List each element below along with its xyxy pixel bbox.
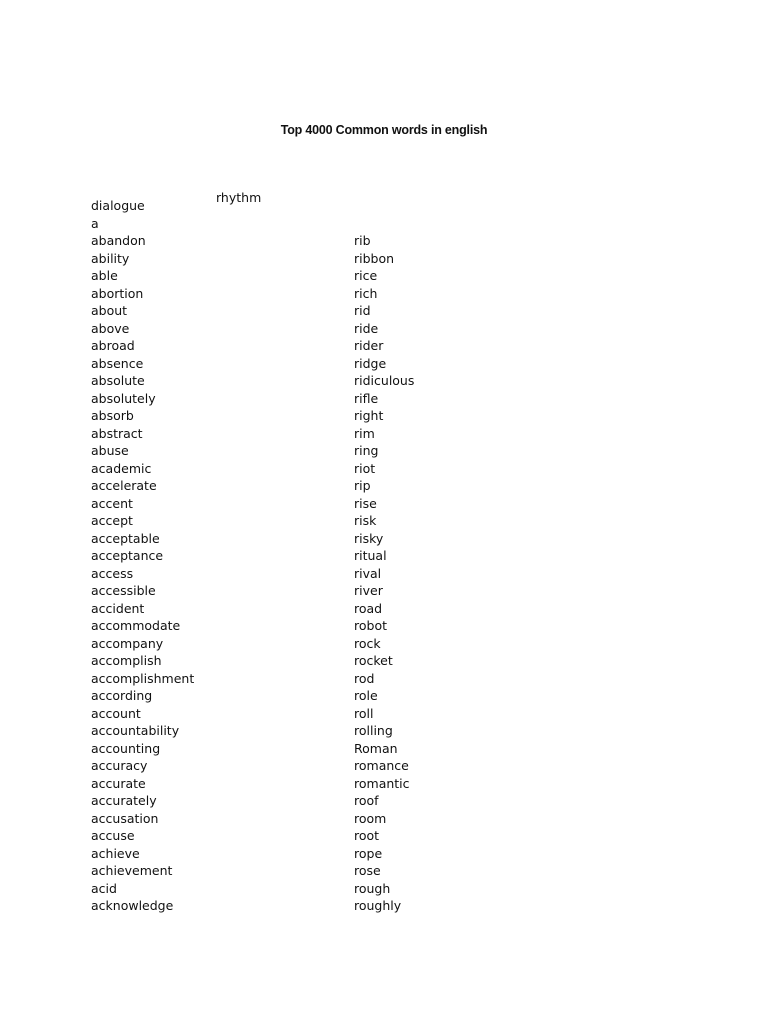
word-item: ride xyxy=(354,320,379,336)
word-item: abortion xyxy=(91,285,144,301)
word-item: ridge xyxy=(354,355,387,371)
word-item: absence xyxy=(91,355,144,371)
word-item: absolutely xyxy=(91,390,156,406)
word-item: acceptance xyxy=(91,548,164,563)
word-item: rough xyxy=(354,880,391,896)
word-item: room xyxy=(354,810,387,826)
word-item: road xyxy=(354,600,383,616)
word-item: ritual xyxy=(354,548,387,563)
word-item: above xyxy=(91,320,130,336)
word-item: ribbon xyxy=(354,250,395,266)
word-item: rice xyxy=(354,268,378,283)
word-item: right xyxy=(354,408,384,423)
word-item: romantic xyxy=(354,775,410,791)
word-item: roughly xyxy=(354,898,402,913)
word-item: about xyxy=(91,303,128,318)
word-item: abroad xyxy=(91,338,135,353)
word-item: accurately xyxy=(91,793,157,808)
word-item: rib xyxy=(354,233,371,248)
word-item: ring xyxy=(354,443,379,458)
word-item: rod xyxy=(354,670,375,686)
word-item: risk xyxy=(354,513,377,528)
word-item: root xyxy=(354,828,380,843)
word-item: rope xyxy=(354,845,383,861)
word-item: access xyxy=(91,565,134,581)
word-item: accuracy xyxy=(91,758,148,773)
word-item: achieve xyxy=(91,845,140,861)
word-item: rose xyxy=(354,863,381,878)
word-item: river xyxy=(354,583,383,598)
word-item: accomplish xyxy=(91,653,162,668)
word-item: dialogue xyxy=(91,198,145,213)
word-item: rocket xyxy=(354,653,393,668)
word-item: rich xyxy=(354,285,378,301)
word-item: accept xyxy=(91,513,133,528)
word-item: accelerate xyxy=(91,478,157,493)
document-title: Top 4000 Common words in english xyxy=(280,123,488,137)
word-item: rifle xyxy=(354,390,379,406)
word-item: ridiculous xyxy=(354,373,415,388)
word-item: accessible xyxy=(91,583,156,598)
word-item: accuse xyxy=(91,828,135,843)
word-item: accident xyxy=(91,600,145,616)
word-item: rider xyxy=(354,338,384,353)
word-item: roof xyxy=(354,793,379,808)
word-item: rival xyxy=(354,565,382,581)
word-item: rid xyxy=(354,303,371,318)
left-word-column xyxy=(91,197,194,915)
word-item: absorb xyxy=(91,408,134,423)
word-item: abstract xyxy=(91,425,143,441)
word-item: rolling xyxy=(354,723,393,738)
word-item: accomplishment xyxy=(91,670,195,686)
word-item: rise xyxy=(354,495,377,511)
word-item: acceptable xyxy=(91,530,160,546)
word-item: accountability xyxy=(91,723,180,738)
word-item: roll xyxy=(354,705,374,721)
word-item: abuse xyxy=(91,443,129,458)
word-item: accusation xyxy=(91,810,159,826)
word-item: according xyxy=(91,688,153,703)
word-item: accommodate xyxy=(91,618,181,633)
word-item: able xyxy=(91,268,118,283)
word-item: rip xyxy=(354,478,371,493)
word-item: rim xyxy=(354,425,375,441)
word-item: rock xyxy=(354,635,381,651)
word-item: abandon xyxy=(91,233,146,248)
word-item: absolute xyxy=(91,373,145,388)
word-item: academic xyxy=(91,460,152,476)
column-header-word: rhythm xyxy=(216,190,262,205)
word-item: achievement xyxy=(91,863,173,878)
word-item: a xyxy=(91,215,99,231)
word-item: ability xyxy=(91,250,130,266)
word-item: accurate xyxy=(91,775,146,791)
word-item: robot xyxy=(354,618,387,633)
word-item: accounting xyxy=(91,740,161,756)
word-item: acknowledge xyxy=(91,898,174,913)
word-item: Roman xyxy=(354,740,398,756)
word-item: risky xyxy=(354,530,384,546)
word-item: riot xyxy=(354,460,376,476)
word-item: account xyxy=(91,705,141,721)
word-item: accent xyxy=(91,495,133,511)
word-item: accompany xyxy=(91,635,164,651)
right-word-column xyxy=(354,232,414,915)
word-item: role xyxy=(354,688,378,703)
word-item: romance xyxy=(354,758,409,773)
word-item: acid xyxy=(91,880,117,896)
